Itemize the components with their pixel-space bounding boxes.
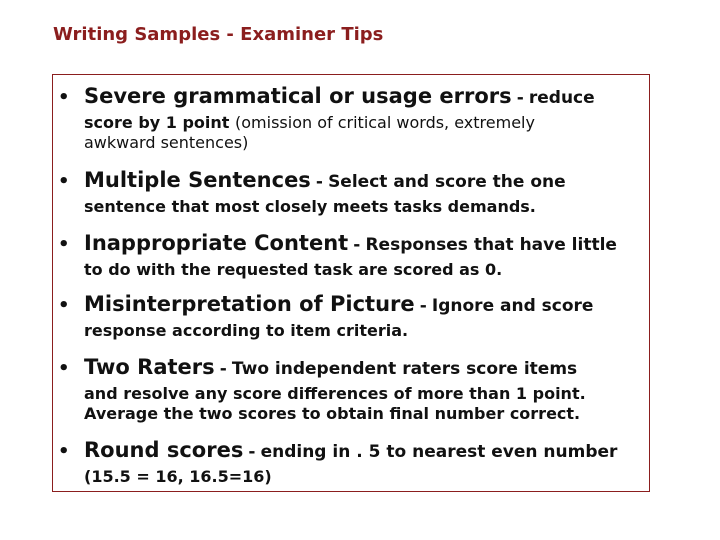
tip-heading: Severe grammatical or usage errors (84, 84, 512, 108)
tip-lead: Two independent raters score items (231, 359, 578, 379)
tip-inappropriate-content (58, 230, 648, 280)
tip-heading: Two Raters (84, 355, 215, 379)
tip-separator: - (419, 296, 427, 316)
tip-body: to do with the requested task are scored as 0. (84, 260, 503, 279)
tip-lead: ending in . 5 to nearest even number (260, 442, 618, 462)
tip-heading: Multiple Sentences (84, 168, 311, 192)
tip-multiple-sentences (58, 167, 648, 217)
tip-body: and resolve any score differences of more than 1 point. Average the two scores to obtain final number correct. (84, 384, 586, 423)
tip-body-plain: (omission of critical words, extremely awkward sentences) (84, 113, 535, 152)
tip-body: (15.5 = 16, 16.5=16) (84, 467, 272, 486)
slide-title: Writing Samples - Examiner Tips (53, 24, 384, 45)
tip-heading: Round scores (84, 438, 244, 462)
tip-separator: - (219, 359, 227, 379)
tip-body (58, 113, 584, 153)
tip-separator: - (516, 88, 524, 108)
bullet-icon: • (58, 295, 70, 316)
bullet-icon: • (58, 171, 70, 192)
tip-lead: reduce (528, 88, 595, 108)
tip-two-raters (58, 354, 648, 424)
tip-misinterpretation (58, 291, 648, 341)
bullet-icon: • (58, 87, 70, 108)
tip-body-bold: score by 1 point (84, 113, 230, 132)
tip-lead: Select and score the one (328, 172, 566, 192)
tip-round-scores (58, 437, 648, 487)
tip-separator: - (353, 235, 361, 255)
tip-heading: Misinterpretation of Picture (84, 292, 415, 316)
tip-severe-errors (58, 83, 648, 153)
tip-separator: - (315, 172, 323, 192)
tip-heading: Inappropriate Content (84, 231, 349, 255)
bullet-icon: • (58, 358, 70, 379)
tip-lead: Ignore and score (431, 296, 594, 316)
bullet-icon: • (58, 234, 70, 255)
tip-separator: - (248, 442, 256, 462)
tip-body: response according to item criteria. (84, 321, 409, 340)
tip-lead: Responses that have little (365, 235, 617, 255)
bullet-icon: • (58, 441, 70, 462)
tip-body: sentence that most closely meets tasks demands. (84, 197, 536, 216)
